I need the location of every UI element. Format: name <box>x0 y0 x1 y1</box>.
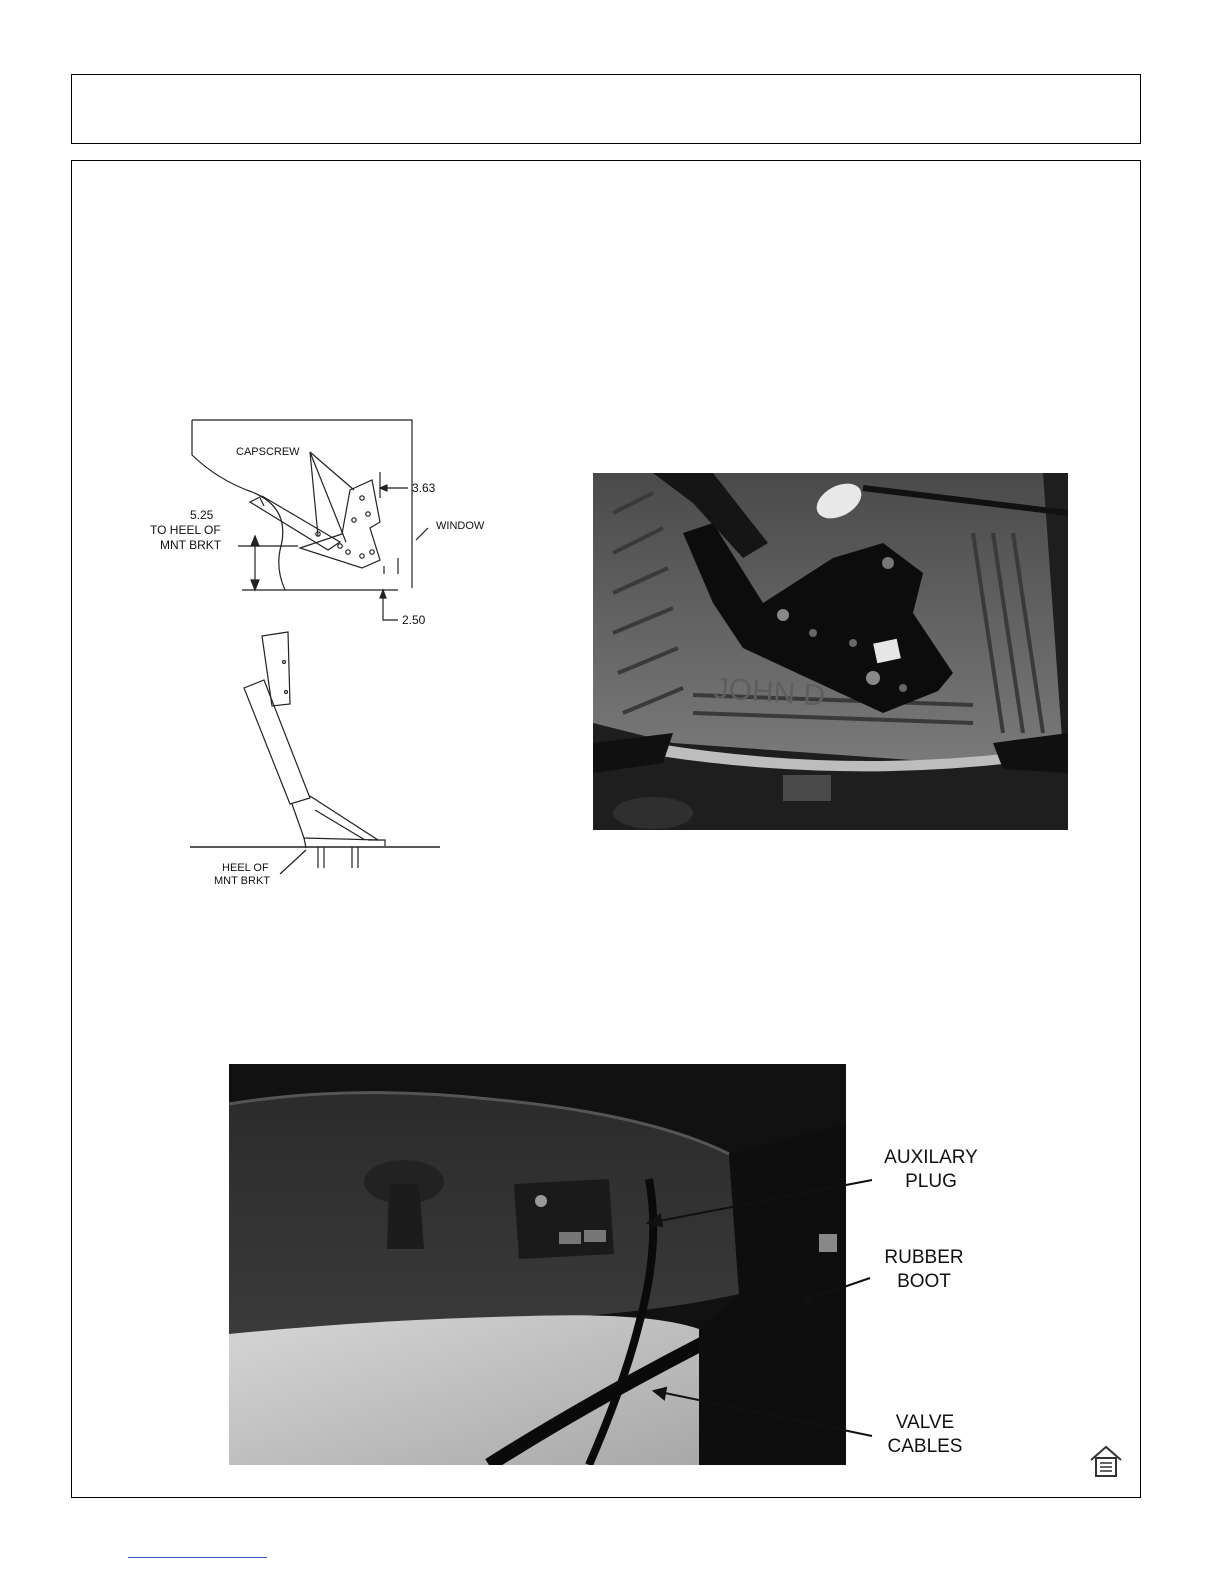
heel-label-line2: MNT BRKT <box>214 875 271 887</box>
valve-cables-line2: CABLES <box>887 1436 963 1457</box>
rubber-boot-line2: BOOT <box>897 1271 951 1292</box>
auxiliary-plug-line1: AUXILARY <box>884 1147 978 1168</box>
dimension-5-25-label: 5.25 <box>190 508 214 522</box>
dimension-2-50-label: 2.50 <box>402 613 426 627</box>
to-heel-label-line2: MNT BRKT <box>160 538 222 552</box>
john-deere-logo-text: JOHN D <box>712 672 827 713</box>
capscrew-label: CAPSCREW <box>236 446 300 458</box>
auxiliary-plug-line2: PLUG <box>905 1171 957 1192</box>
valve-cables-callout <box>866 1411 984 1459</box>
to-heel-label-line1: TO HEEL OF <box>150 523 221 537</box>
window-label: WINDOW <box>436 520 485 532</box>
heel-label-line1: HEEL OF <box>222 862 269 874</box>
rubber-boot-line1: RUBBER <box>884 1247 964 1268</box>
auxiliary-plug-callout <box>866 1146 996 1194</box>
dimension-3-63-label: 3.63 <box>412 481 436 495</box>
footer-link[interactable] <box>128 1557 267 1558</box>
cab-floor-photo <box>593 473 1068 830</box>
rubber-boot-callout <box>866 1246 982 1294</box>
valve-cables-line1: VALVE <box>895 1412 955 1433</box>
callout-arrows <box>620 1160 890 1450</box>
home-icon[interactable] <box>1088 1443 1124 1479</box>
header-box <box>71 74 1141 144</box>
